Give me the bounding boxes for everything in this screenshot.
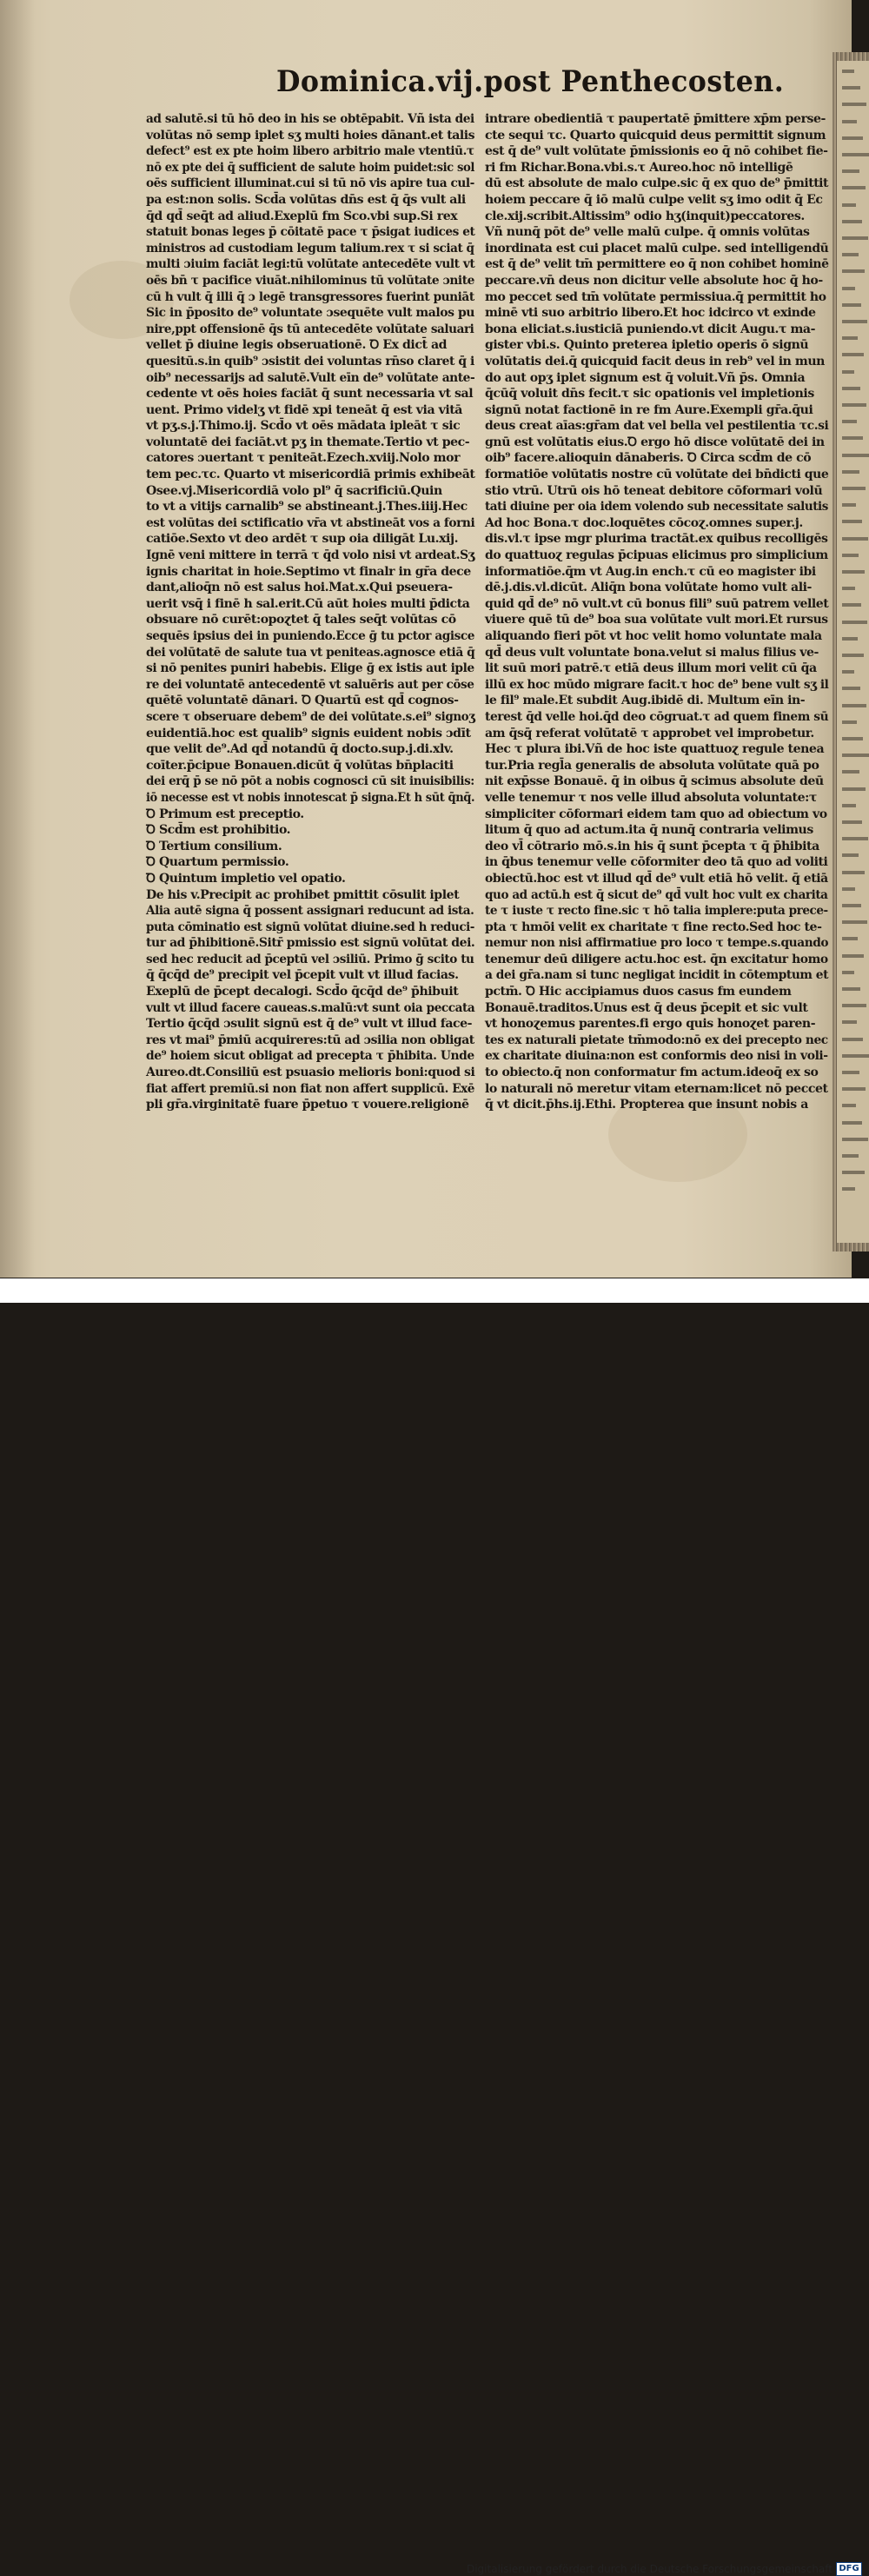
text-line: inordinata est cui placet malū culpe. sed intelligendū: [485, 241, 829, 256]
adjacent-page-line: [842, 587, 855, 590]
text-line: tenemur deū diligere actu.hoc est. q̄n excitatur homo: [485, 952, 828, 966]
adjacent-page-line: [842, 1071, 859, 1074]
adjacent-page-line: [842, 971, 854, 974]
adjacent-page-line: [842, 520, 862, 523]
text-line: oēs sufficient illuminat.cui si tū nō vis apire tua cul-: [146, 176, 474, 191]
adjacent-page-line: [842, 236, 868, 240]
adjacent-page-line: [842, 720, 857, 724]
text-line: gnū est volūtatis eius.Ꝺ ergo hō disce volūtatē dei in: [485, 435, 825, 449]
adjacent-page-line: [842, 920, 867, 924]
text-line: do quattuoɀ regulas p̄cipuas elicimus pro simplicium: [485, 548, 828, 563]
text-line: Osee.vj.Misericordiā volo pl⁹ q̄ sacrificiū.Quin: [146, 483, 442, 498]
adjacent-page-line: [842, 287, 855, 290]
adjacent-page-line: [842, 837, 868, 840]
adjacent-page-line: [842, 336, 858, 340]
text-line: nemur non nisi affirmatiue pro loco τ tempe.s.quando: [485, 936, 829, 951]
text-line: sequēs ipsius dei in puniendo.Ecce ḡ tu pctor agisce: [146, 629, 475, 643]
text-line: Aureo.dt.Consiliū est psuasio melioris boni:quod si: [146, 1066, 475, 1080]
adjacent-page-line: [842, 654, 864, 657]
text-line: intrare obedientiā τ paupertatē p̄mittere xp̄m perse-: [485, 112, 826, 126]
text-line: Exeplū de p̄cept decalogi. Scd̄o q̄cq̄d de⁹ p̄hibuit: [146, 985, 459, 999]
adjacent-page-line: [842, 403, 866, 407]
text-line: to obiecto.q̄ non conformatur fm actum.ideoq̄ ex so: [485, 1066, 819, 1080]
right-text-column: [485, 111, 828, 1113]
text-line: simpliciter cōformari eidem tam quo ad obiectum vo: [485, 807, 827, 821]
text-line: scere τ obseruare debem⁹ de dei volūtate.s.ei⁹ signoʒ: [146, 709, 475, 724]
text-line: deus creat aīas:gr̄am dat vel bella vel pestilentia τc.si: [485, 419, 829, 434]
text-line: tur ad p̄hibitionē.Sitr̄ pmissio est signū volūtat dei.: [146, 936, 475, 951]
text-line: defect⁹ est ex pte hoim libero arbitrio male vtentiū.τ: [146, 144, 474, 159]
text-line: le fil⁹ male.Et subdit Aug.ibidē di. Multum eīn in-: [485, 694, 806, 708]
adjacent-page-line: [842, 86, 860, 90]
adjacent-page-line: [842, 103, 866, 106]
adjacent-page-line: [842, 353, 864, 356]
text-line: statuit bonas leges p̄ cōitatē pace τ p̄sigat iudices et: [146, 225, 475, 240]
text-line: catores ɔuertant τ peniteāt.Ezech.xviij.Nolo mor: [146, 451, 461, 466]
text-line: volūtas nō semp iplet sʒ multi hoies dānant.et talis: [146, 128, 475, 143]
text-line: lit suū mori patrē.τ etiā deus illum mori velit cū q̄a: [485, 661, 817, 676]
text-line: Sic in p̄posito de⁹ voluntate ɔsequēte vult malos pu: [146, 306, 474, 321]
text-line: De his v.Precipit ac prohibet pmittit cōsulit iplet: [146, 887, 460, 902]
text-line: gister vbi.s. Quinto preterea ipletio operis ō signū: [485, 338, 809, 353]
text-line: ignis charitat in hoie.Septimo vt finalr in gr̄a dece: [146, 564, 471, 579]
text-line: ad salutē.si tū hō deo in his se obtēpabit. Vñ ista dei: [146, 112, 474, 126]
text-line: ri fm Richar.Bona.vbi.s.τ Aureo.hoc nō intelligē: [485, 160, 793, 175]
text-line: in q̄bus tenemur velle cōformiter deo tā quo ad voliti: [485, 855, 828, 870]
adjacent-page-line: [842, 704, 866, 707]
adjacent-page-line: [842, 370, 854, 374]
adjacent-page-line: [842, 120, 857, 123]
text-line: Ꝺ Primum est preceptio.: [146, 807, 304, 821]
text-line: voluntatē dei faciāt.vt pʒ in themate.Tertio vt pec-: [146, 435, 470, 449]
adjacent-page-line: [842, 687, 860, 690]
text-line: oib⁹ facere.alioquin dānaberis. Ꝺ Circa scd̄m de cō: [485, 451, 812, 466]
text-line: tes ex naturali pietate tm̄modo:nō ex dei precepto nec: [485, 1032, 828, 1047]
adjacent-page-line: [842, 503, 856, 507]
adjacent-page-line: [842, 454, 869, 457]
book-page: [0, 0, 852, 1278]
adjacent-page-line: [842, 737, 863, 740]
text-line: pli gr̄a.virginitatē fuare p̄petuo τ vouere.religionē: [146, 1098, 469, 1112]
text-line: to vt a vitijs carnalib⁹ se abstineant.j.Thes.iiij.Hec: [146, 500, 468, 515]
adjacent-page-line: [842, 954, 864, 958]
adjacent-page-line: [842, 487, 866, 490]
text-line: re dei voluntatē antecedentē vt saluēris aut per cōse: [146, 677, 474, 692]
adjacent-page-line: [842, 904, 861, 907]
adjacent-page-line: [842, 1004, 866, 1007]
text-line: est volūtas dei sctificatio vr̄a vt abstineāt vos a forni: [146, 515, 475, 530]
adjacent-page-line: [842, 537, 868, 541]
text-line: q̄d qd̄ seq̄t ad aliud.Exeplū fm Sco.vbi sup.Si rex: [146, 209, 458, 223]
adjacent-page-line: [842, 853, 859, 857]
text-line: de⁹ hoiem sicut obligat ad precepta τ p̄hibita. Unde: [146, 1049, 474, 1064]
adjacent-page-line: [842, 169, 859, 173]
adjacent-page-line: [842, 787, 866, 791]
text-line: quesitū.s.in quib⁹ ɔsistit dei voluntas rn̄so claret q̄ i: [146, 354, 474, 368]
text-line: a dei gr̄a.nam si tunc negligat incidit in cōtemptum et: [485, 968, 829, 983]
text-line: dū est absolute de malo culpe.sic q̄ ex quo de⁹ p̄mittit: [485, 176, 829, 191]
text-line: pta τ hmōi velit ex charitate τ fine recto.Sed hoc te-: [485, 920, 822, 934]
text-line: deo vl̄ cōtrario mō.s.in his q̄ sunt p̄cepta τ q̄ p̄hibita: [485, 839, 819, 853]
text-line: res vt mai⁹ p̄miū acquireres:tū ad ɔsilia non obligat: [146, 1032, 474, 1047]
text-line: dē.j.dis.vl.dicūt. Aliq̄n bona volūtate homo vult ali-: [485, 581, 812, 595]
text-line: informatiōe.q̄m vt Aug.in ench.τ cū eo magister ibi: [485, 564, 816, 579]
text-line: nire,ppt offensionē q̄s tū antecedēte volūtate saluari: [146, 322, 474, 336]
adjacent-page-line: [842, 887, 855, 891]
text-line: dei volūtatē de salute tua vt peniteas.agnosce etiā q̄: [146, 645, 475, 660]
text-line: ministros ad custodiam legum talium.rex τ si sciat q̄: [146, 241, 474, 256]
adjacent-page-line: [842, 253, 859, 256]
adjacent-page-line: [842, 320, 867, 323]
text-line: Vñ nunq̄ pōt de⁹ velle malū culpe. q̄ omnis volūtas: [485, 225, 810, 240]
text-line: Ꝺ Quartum permissio.: [146, 855, 289, 870]
text-line: vellet p̄ diuine legis obseruationē. Ꝺ Ex dict̄ ad: [146, 338, 448, 353]
text-line: quo ad actū.h est q̄ sicut de⁹ qd̄ vult hoc vult ex charita: [485, 887, 828, 902]
adjacent-page-line: [842, 303, 861, 307]
adjacent-page-line: [842, 670, 854, 674]
adjacent-page-line: [842, 387, 860, 390]
adjacent-page-line: [842, 1171, 865, 1174]
text-line: Ꝺ Quintum impletio vel opatio.: [146, 871, 346, 886]
adjacent-page-line: [842, 1121, 862, 1125]
adjacent-page-line: [842, 153, 869, 156]
adjacent-page-line: [842, 1054, 869, 1058]
adjacent-page-line: [842, 937, 858, 940]
text-line: q̄ q̄cq̄d de⁹ precipit vel p̄cepit vult vt illud facias.: [146, 968, 459, 983]
text-line: obiectū.hoc est vt illud qd̄ de⁹ vult etiā hō velit. q̄ etiā: [485, 871, 828, 886]
footer-bar: [0, 1278, 869, 2575]
adjacent-page-line: [842, 603, 861, 607]
adjacent-page-line: [842, 220, 862, 223]
text-line: euidentiā.hoc est qualib⁹ signis euident nobis ɔdīt: [146, 726, 471, 740]
adjacent-page-line: [842, 871, 865, 874]
text-line: vt pʒ.s.j.Thimo.ij. Scd̄o vt oēs mādata ipleāt τ sic: [146, 419, 461, 434]
text-line: Tertio q̄cq̄d ɔsulit signū est q̄ de⁹ vult vt illud face-: [146, 1017, 473, 1032]
text-line: terest q̄d velle hoi.q̄d deo cōgruat.τ ad quem finem sū: [485, 709, 829, 724]
text-line: est q̄ de⁹ velit tm̄ permittere eo q̄ non cohibet hominē: [485, 257, 829, 272]
text-line: dei erq̄ p̄ se nō pōt a nobis cognosci cū sit inuisibilis:: [146, 774, 474, 789]
text-line: oēs bn̄ τ pacifice viuāt.nihilominus tū volūtate ɔnite: [146, 273, 474, 288]
adjacent-page-line: [842, 1038, 863, 1041]
text-line: oib⁹ necessarijs ad salutē.Vult eīn de⁹ volūtate ante-: [146, 370, 475, 385]
adjacent-page-line: [842, 1020, 857, 1024]
adjacent-page-line: [842, 186, 866, 189]
text-line: lo naturali nō meretur vitam eternam:licet nō peccet: [485, 1081, 828, 1096]
text-line: velle tenemur τ nos velle illud absoluta voluntate:τ: [485, 790, 817, 805]
text-line: obsuare nō curēt:opoɀtet q̄ tales seq̄t volūtas cō: [146, 613, 456, 627]
text-line: am q̄sq̄ referat volūtatē τ approbet vel improbetur.: [485, 726, 814, 740]
text-line: vult vt illud facere caueas.s.malū:vt sunt oia peccata: [146, 1000, 475, 1015]
text-line: mo peccet sed tm̄ volūtate permissiua.q̄ permittit ho: [485, 289, 826, 304]
adjacent-page-line: [842, 554, 859, 557]
text-line: nit exp̄sse Bonauē. q̄ in oibus q̄ scimus absolute deū: [485, 774, 824, 789]
text-line: Hec τ plura ibi.Vñ de hoc iste quattuoɀ regule tenea: [485, 742, 825, 757]
text-line: coīter.p̄cipue Bonauen.dicūt q̄ volūtas bn̄placiti: [146, 758, 454, 773]
adjacent-page-line: [842, 420, 857, 423]
adjacent-page-line: [842, 136, 863, 140]
text-line: vt honoɀemus parentes.fi ergo quis honoɀet paren-: [485, 1017, 816, 1032]
text-line: do aut opʒ iplet signum est q̄ voluit.Vñ p̄s. Omnia: [485, 370, 806, 385]
adjacent-page-line: [842, 637, 858, 641]
text-line: sed hec reducit ad p̄ceptū vel ɔsiliū. Primo ḡ scito tu: [146, 952, 474, 966]
text-line: cte sequi τc. Quarto quicquid deus permittit signum: [485, 128, 826, 143]
text-line: dis.vl.τ ipse mgr plurima tractāt.ex quibus recolligēs: [485, 532, 828, 547]
adjacent-page-line: [842, 436, 863, 440]
text-line: qd̄ deus vult voluntate bona.velut si malus filius ve-: [485, 645, 819, 660]
text-line: Ad hoc Bona.τ doc.loquētes cōcoɀ.omnes super.j.: [485, 515, 803, 530]
text-line: stio vtrū. Utrū ois hō teneat debitore cōformari volū: [485, 483, 823, 498]
text-line: Ignē veni mittere in terrā τ q̄d volo nisi vt ardeat.Sʒ: [146, 548, 475, 563]
adjacent-page-line: [842, 820, 862, 824]
text-line: nō ex pte dei q̄ sufficient de salute hoim puidet:sic sol: [146, 160, 475, 175]
text-line: si nō penites puniri habebis. Elige ḡ ex istis aut iple: [146, 661, 474, 676]
left-text-column: [146, 111, 474, 1113]
text-line: multi ɔiuim faciāt legi:tū volūtate antecedēte vult vt: [146, 257, 475, 272]
text-line: cedente vt oēs hoies faciāt q̄ sunt necessaria vt sal: [146, 387, 474, 402]
adjacent-page-line: [842, 470, 859, 474]
text-line: peccare.vn̄ deus non dicitur velle absolute hoc q̄ ho-: [485, 273, 823, 288]
text-line: minē vti suo arbitrio libero.Et hoc idcirco vt exinde: [485, 306, 816, 321]
adjacent-page-line: [842, 570, 865, 574]
text-line: viuere quē tū de⁹ boa sua volūtate vult mori.Et rursus: [485, 613, 828, 627]
adjacent-page-line: [842, 1087, 866, 1091]
text-line: bona eliciat.s.iusticiā puniendo.vt dicit Augu.τ ma-: [485, 322, 815, 336]
text-line: dant,alioq̄n nō est salus hoi.Mat.x.Qui pseuera-: [146, 581, 453, 595]
adjacent-page-line: [842, 804, 856, 807]
text-line: aliquando fieri pōt vt hoc velit homo voluntate mala: [485, 629, 822, 643]
text-line: q̄cūq̄ voluit dn̄s fecit.τ sic opationis vel impletionis: [485, 387, 814, 402]
text-line: catiōe.Sexto vt deo ardēt τ sup oia diligāt Lu.xij.: [146, 532, 459, 547]
adjacent-page-line: [842, 770, 859, 773]
text-line: puta cōminatio est signū volūtat diuine.sed h reduci-: [146, 920, 474, 934]
adjacent-page-line: [842, 1138, 868, 1141]
text-line: volūtatis dei.q̄ quicquid facit deus in reb⁹ vel in mun: [485, 354, 825, 368]
text-line: pa est:non solis. Scd̄a volūtas dn̄s est q̄ q̄s vult ali: [146, 192, 466, 207]
adjacent-page-line: [842, 1104, 856, 1107]
text-line: cle.xij.scribit.Altissim⁹ odio hʒ(inquit)peccatores.: [485, 209, 805, 223]
text-line: te τ iuste τ recto fine.sic τ hō talia implere:puta prece-: [485, 904, 828, 919]
text-line: tur.Pria regl̄a generalis de absoluta volūtate quā po: [485, 758, 819, 773]
text-line: ex charitate diuina:non est conformis deo nisi in voli-: [485, 1049, 828, 1064]
gutter-shadow: [0, 0, 35, 1278]
adjacent-page-line: [842, 203, 856, 207]
adjacent-page-strip: [837, 61, 869, 1243]
adjacent-page-line: [842, 1187, 855, 1191]
text-line: pctm̄. Ꝺ Hic accipiamus duos casus fm eundem: [485, 985, 792, 999]
text-line: q̄ vt dicit.p̄hs.ij.Ethi. Propterea que insunt nobis a: [485, 1098, 808, 1112]
text-line: uent. Primo videlʒ vt fidē xpi teneāt q̄ est via vitā: [146, 402, 462, 417]
text-line: tem pec.τc. Quarto vt misericordiā primis exhibeāt: [146, 468, 475, 482]
adjacent-page-line: [842, 269, 865, 273]
text-line: Bonauē.traditos.Unus est q̄ deus p̄cepit et sic vult: [485, 1000, 808, 1015]
dfg-logo: DFG: [836, 2562, 862, 2576]
adjacent-page-line: [842, 70, 854, 73]
text-line: litum q̄ quo ad actum.ita q̄ nunq̄ contraria velimus: [485, 823, 813, 838]
adjacent-page-line: [842, 1154, 859, 1158]
text-line: est q̄ de⁹ vult volūtate p̄missionis eo q̄ nō cohibet fie-: [485, 144, 828, 159]
text-line: iō necesse est vt nobis innotescat p̄ signa.Et h sūt q̄nq̄.: [146, 790, 475, 805]
text-line: hoiem peccare q̄ iō malū culpe velit sʒ imo odit q̄ Ec: [485, 192, 823, 207]
text-line: cū h vult q̄ illi q̄ ɔ legē transgressores fuerint puniāt: [146, 289, 474, 304]
text-line: tati diuine per oia idem volendo sub necessitate salutis: [485, 500, 828, 515]
text-line: quētē voluntatē dānari. Ꝺ Quartū est qd̄ cognos-: [146, 694, 459, 708]
page-header: Dominica.vij.post Penthecosten.: [276, 64, 785, 99]
text-line: quid qd̄ de⁹ nō vult.vt cū bonus fili⁹ suū patrem vellet: [485, 596, 829, 611]
adjacent-page-line: [842, 754, 869, 757]
text-line: uerit vsq̄ i finē h sal.erit.Cū aūt hoies multi p̄dicta: [146, 596, 470, 611]
text-line: Ꝺ Scd̄m est prohibitio.: [146, 823, 291, 838]
text-line: Ꝺ Tertium consilium.: [146, 839, 282, 853]
text-line: Alia autē signa q̄ possent assignari reducunt ad ista.: [146, 904, 474, 919]
adjacent-page-line: [842, 987, 860, 991]
text-line: signū notat factionē in re fm Aure.Exempli gr̄a.q̄ui: [485, 402, 813, 417]
text-line: formatiōe volūtatis nostre cū volūtate dei bn̄dicti que: [485, 468, 829, 482]
text-line: illū ex hoc mūdo migrare facit.τ hoc de⁹ bene vult sʒ il: [485, 677, 829, 692]
text-line: fiat affert premiū.si non fiat non affert supplicū. Exē: [146, 1081, 475, 1096]
adjacent-page-line: [842, 621, 867, 624]
funding-credit: Digitalisierung gefördert durch die Deutsche Forschungsgemeinschaft: [466, 2563, 833, 2575]
text-line: que velit de⁹.Ad qd̄ notandū q̄ docto.sup.j.di.xlv.: [146, 742, 454, 757]
